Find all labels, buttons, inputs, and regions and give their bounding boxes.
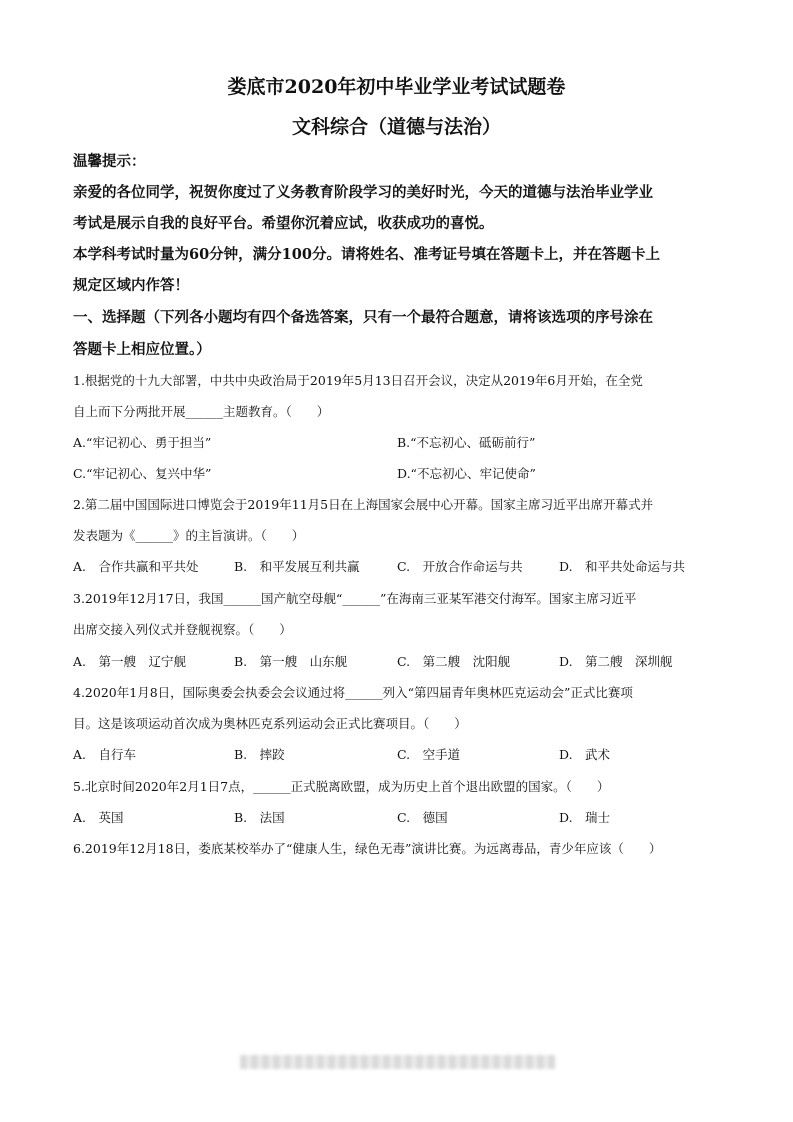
question-2-text: 2.第二届中国国际进口博览会于2019年11月5日在上海国家会展中心开幕。国家主席习近平出席开幕式并 — [73, 497, 654, 512]
question-2-option-b: B. 和平发展互利共赢 — [234, 559, 360, 574]
question-2-option-a: A. 合作共赢和平共处 — [73, 559, 199, 574]
notice-heading: 温馨提示： — [73, 153, 146, 170]
exam-subtitle: 文科综合（道德与法治） — [291, 116, 501, 138]
question-3-option-d: D. 第二艘 深圳舰 — [559, 654, 673, 669]
exam-title: 娄底市2020年初中毕业学业考试试题卷 — [227, 76, 566, 98]
question-5-option-b: B. 法国 — [234, 810, 285, 825]
blurred-footer-watermark — [240, 1055, 555, 1069]
question-5-option-c: C. 德国 — [397, 810, 448, 825]
question-4-option-a: A. 自行车 — [73, 747, 137, 762]
question-4-text-cont: 目。这是该项运动首次成为奥林匹克系列运动会正式比赛项目。（ ） — [73, 716, 467, 731]
question-3-option-a: A. 第一艘 辽宁舰 — [73, 654, 187, 669]
question-4-option-c: C. 空手道 — [397, 747, 461, 762]
question-5-text: 5.北京时间2020年2月1日7点，______正式脱离欧盟，成为历史上首个退出欧盟的国家。（ ） — [73, 779, 610, 794]
notice-line: 考试是展示自我的良好平台。希望你沉着应试，收获成功的喜悦。 — [73, 215, 494, 232]
question-5-option-a: A. 英国 — [73, 810, 124, 825]
question-3-text-cont: 出席交接入列仪式并登舰视察。（ ） — [73, 622, 292, 637]
question-6-text: 6.2019年12月18日，娄底某校举办了“健康人生，绿色无毒”演讲比赛。为远离毒品，青少年应该（ ） — [73, 841, 662, 856]
question-1-option-c: C.“牢记初心、复兴中华” — [73, 466, 212, 481]
question-5-option-d: D. 瑞士 — [559, 810, 611, 825]
question-4-text: 4.2020年1月8日，国际奥委会执委会会议通过将______列入“第四届青年奥林匹克运动会”正式比赛项 — [73, 685, 633, 700]
section-heading: 一、选择题（下列各小题均有四个备选答案，只有一个最符合题意，请将该选项的序号涂在 — [73, 309, 653, 326]
notice-line: 亲爱的各位同学，祝贺你度过了义务教育阶段学习的美好时光，今天的道德与法治毕业学业 — [73, 184, 653, 201]
notice-line: 规定区域内作答！ — [73, 277, 189, 294]
question-3-text: 3.2019年12月17日，我国______国产航空母舰“______”在海南三亚某军港交付海军。国家主席习近平 — [73, 591, 637, 606]
question-1-option-b: B.“不忘初心、砥砺前行” — [397, 435, 536, 450]
question-2-option-d: D. 和平共处命运与共 — [559, 559, 686, 574]
question-1-text: 1.根据党的十九大部署，中共中央政治局于2019年5月13日召开会议，决定从2019年6月开始，在全党 — [73, 373, 643, 388]
section-heading-cont: 答题卡上相应位置。） — [73, 341, 211, 358]
question-1-option-a: A.“牢记初心、勇于担当” — [73, 435, 212, 450]
question-4-option-b: B. 摔跤 — [234, 747, 285, 762]
question-1-text-cont: 自上而下分两批开展______主题教育。（ ） — [73, 404, 330, 419]
question-1-option-d: D.“不忘初心、牢记使命” — [397, 466, 536, 481]
question-3-option-c: C. 第二艘 沈阳舰 — [397, 654, 511, 669]
question-4-option-d: D. 武术 — [559, 747, 611, 762]
notice-line: 本学科考试时量为60分钟，满分100分。请将姓名、准考证号填在答题卡上，并在答题卡上 — [73, 246, 660, 263]
question-2-option-c: C. 开放合作命运与共 — [397, 559, 523, 574]
question-3-option-b: B. 第一艘 山东舰 — [234, 654, 348, 669]
question-2-text-cont: 发表题为《______》的主旨演讲。（ ） — [73, 528, 305, 543]
